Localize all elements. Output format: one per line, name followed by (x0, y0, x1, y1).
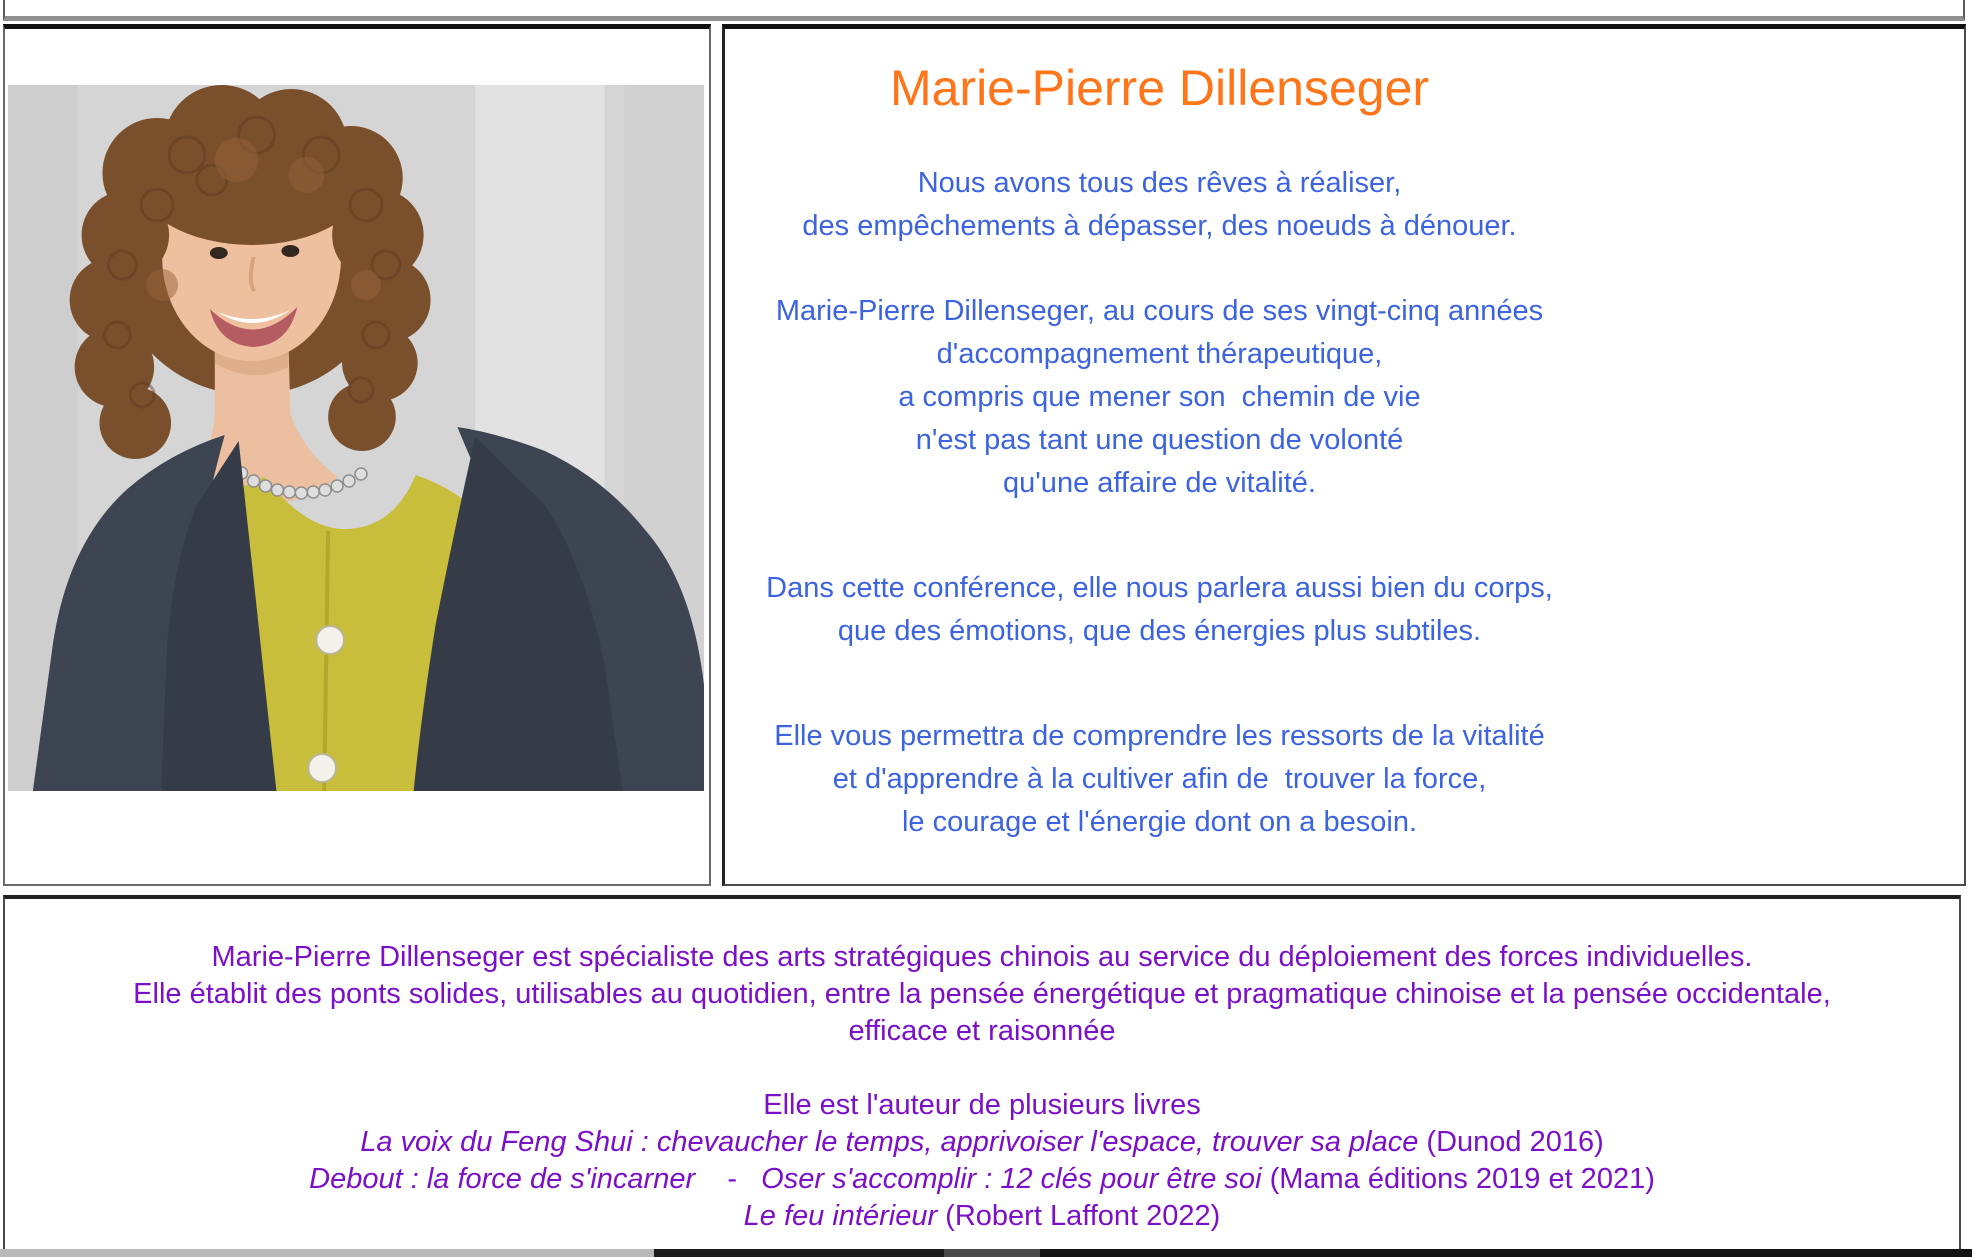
intro-line: d'accompagnement thérapeutique, (936, 337, 1383, 370)
book-title: La voix du Feng Shui : chevaucher le temps, apprivoiser l'espace, trouver sa place (360, 1126, 1419, 1158)
portrait-photo (8, 85, 704, 791)
book-line-2 (5, 1161, 1959, 1198)
intro-line: Dans cette conférence, elle nous parlera aussi bien du corps, (766, 571, 1553, 604)
book-line-3 (5, 1198, 1959, 1235)
intro-paragraph-3 (735, 567, 1584, 653)
book-publisher: (Robert Laffont 2022) (937, 1200, 1221, 1232)
intro-line: que des émotions, que des énergies plus subtiles. (837, 614, 1482, 647)
bottom-window-edge (0, 1249, 1972, 1257)
intro-line: qu'une affaire de vitalité. (1003, 466, 1316, 499)
photo-panel (3, 24, 711, 886)
bio-line: Elle établit des ponts solides, utilisables au quotidien, entre la pensée énergétique et pragmatique chinoise et la pensée occidentale, (133, 978, 1831, 1010)
intro-line: le courage et l'énergie dont on a besoin. (901, 805, 1418, 838)
intro-line: Nous avons tous des rêves à réaliser, (917, 166, 1402, 199)
page-title: Marie-Pierre Dillenseger (889, 60, 1430, 116)
window-edge-black (654, 1249, 944, 1257)
window-edge-darkgray (944, 1249, 1040, 1257)
intro-line: n'est pas tant une question de volonté (915, 423, 1404, 456)
bio-line: Marie-Pierre Dillenseger est spécialiste des arts stratégiques chinois au service du déploiement des forces individuelles. (211, 941, 1753, 973)
intro-line: Elle vous permettra de comprendre les ressorts de la vitalité (774, 719, 1545, 752)
cardigan-button (308, 754, 336, 782)
book-separator: - (695, 1163, 762, 1195)
book-publisher: (Mama éditions 2019 et 2021) (1261, 1163, 1655, 1195)
book-title: Debout : la force de s'incarner (309, 1163, 696, 1195)
eye (210, 247, 228, 259)
intro-line: Marie-Pierre Dillenseger, au cours de ses vingt-cinq années (775, 294, 1544, 327)
intro-line: des empêchements à dépasser, des noeuds à dénouer. (802, 209, 1517, 242)
book-publisher: (Dunod 2016) (1418, 1126, 1604, 1158)
intro-line: a compris que mener son chemin de vie (898, 380, 1421, 413)
intro-panel (722, 24, 1966, 886)
eye (281, 245, 299, 257)
intro-paragraph-1 (735, 162, 1584, 248)
cardigan-button (316, 626, 344, 654)
intro-paragraph-4 (735, 715, 1584, 844)
book-line-1 (5, 1124, 1959, 1161)
intro-paragraph-2 (735, 290, 1584, 505)
window-edge-black (1040, 1249, 1972, 1257)
book-title: Oser s'accomplir : 12 clés pour être soi (761, 1163, 1262, 1195)
bio-line: efficace et raisonnée (848, 1015, 1116, 1047)
bio-panel (3, 895, 1961, 1257)
top-partial-box (3, 0, 1965, 21)
window-edge-gray (0, 1249, 654, 1257)
book-title: Le feu intérieur (743, 1200, 938, 1232)
intro-line: et d'apprendre à la cultiver afin de trouver la force, (832, 762, 1487, 795)
books-intro: Elle est l'auteur de plusieurs livres (763, 1089, 1201, 1121)
